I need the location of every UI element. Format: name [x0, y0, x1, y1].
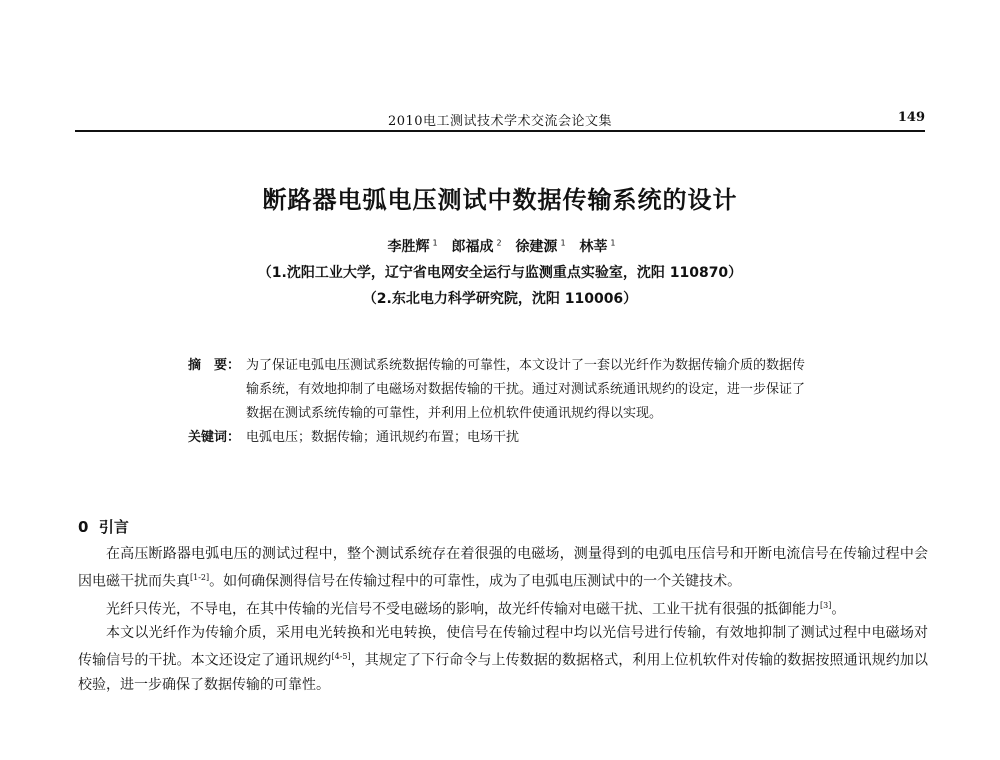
- section-heading: [78, 516, 129, 537]
- section-number: 0: [78, 518, 89, 536]
- citation: [3]: [820, 600, 832, 610]
- keywords: [188, 426, 808, 450]
- author: 徐建源 $^1$: [515, 238, 566, 255]
- affiliation-2: （2.东北电力科学研究院，沈阳 110006）: [362, 291, 638, 307]
- author-list: [0, 236, 1000, 256]
- abstract-text: 为了保证电弧电压测试系统数据传输的可靠性，本文设计了一套以光纤作为数据传输介质的数据传输系统，有效地抑制了电磁场对数据传输的干扰。通过对测试系统通讯规约的设定，进一步保证了数据在测试系统传输的可靠性，并利用上位机软件使通讯规约得以实现。: [246, 358, 806, 421]
- section-title: 引言: [98, 518, 129, 536]
- keywords-label: 关键词：: [188, 430, 241, 445]
- author: 林莘 $^1$: [579, 238, 616, 255]
- abstract-block: [188, 354, 808, 450]
- abstract-label: 摘 要：: [188, 358, 241, 373]
- header-rule: [75, 130, 925, 132]
- citation: [4-5]: [331, 652, 351, 662]
- author: 李胜辉 $^1$: [387, 238, 438, 255]
- running-header: [75, 106, 925, 132]
- body-text: [78, 542, 928, 697]
- page-number: 149: [897, 110, 925, 125]
- keywords-text: 电弧电压；数据传输；通讯规约布置；电场干扰: [246, 430, 520, 445]
- citation: [1-2]: [190, 573, 210, 582]
- affiliation-1: （1.沈阳工业大学，辽宁省电网安全运行与监测重点实验室，沈阳 110870）: [257, 265, 743, 281]
- paragraph: 光纤只传光，不导电，在其中传输的光信号不受电磁场的影响，故光纤传输对电磁干扰、工业干扰有很强的抵御能力[3]。: [106, 600, 846, 618]
- paragraph: 本文以光纤作为传输介质，采用电光转换和光电转换，使信号在传输过程中均以光信号进行传输，有效地抑制了测试过程中电磁场对传输信号的干扰。本文还设定了通讯规约[4-5]，其规定了下行命令与上传数据的数据格式，利用上位机软件对传输的数据按照通讯规约加以校验，进一步确保了数据传输的可靠性。: [78, 625, 929, 693]
- paragraph: 在高压断路器电弧电压的测试过程中，整个测试系统存在着很强的电磁场，测量得到的电弧电压信号和开断电流信号在传输过程中会因电磁干扰而失真[1-2]。如何确保测得信号在传输过程中的可靠性，成为了电弧电压测试中的一个关键技术。: [78, 546, 928, 590]
- paper-title: 断路器电弧电压测试中数据传输系统的设计: [262, 186, 738, 214]
- running-title: 2010电工测试技术学术交流会论文集: [387, 114, 613, 129]
- abstract: [188, 354, 808, 426]
- author: 郎福成 $^2$: [451, 238, 502, 255]
